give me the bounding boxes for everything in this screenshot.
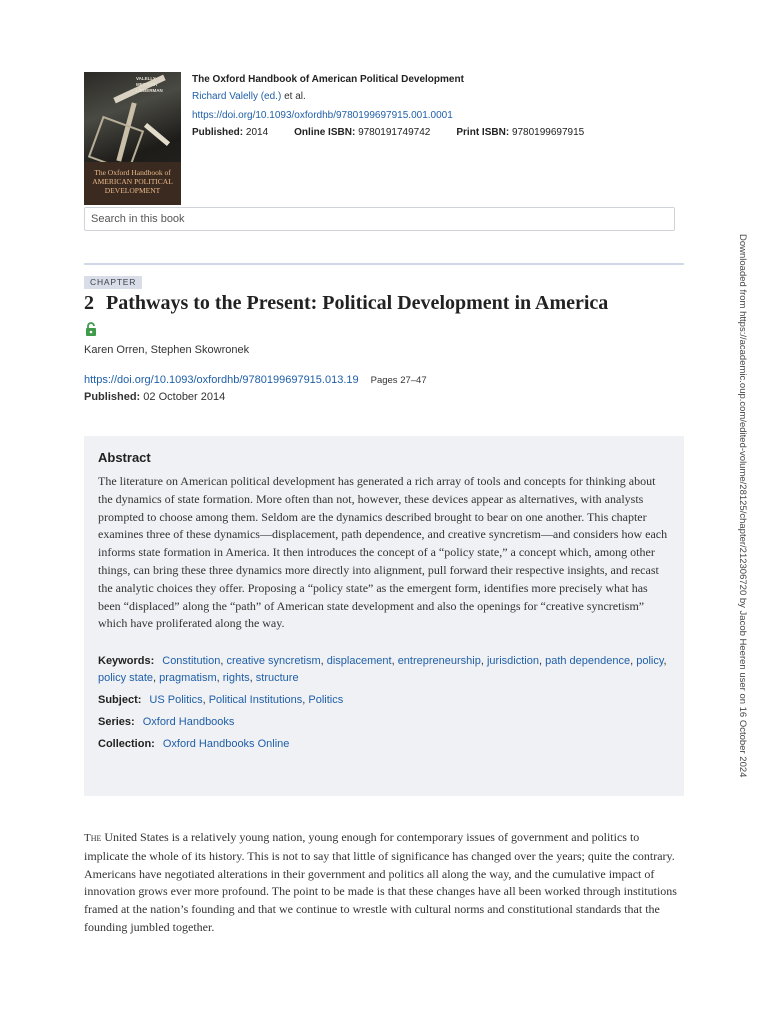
keyword-link[interactable]: creative syncretism — [226, 655, 321, 668]
subject-row — [98, 692, 670, 709]
chapter-number: 2 — [84, 292, 94, 314]
separator: , — [320, 655, 327, 668]
chapter-published-label: Published: — [84, 391, 141, 403]
book-doi-link[interactable]: https://doi.org/10.1093/oxfordhb/9780199697915.001.0001 — [192, 110, 453, 121]
chapter-pages: Pages 27–47 — [370, 375, 427, 386]
chapter-body-paragraph — [84, 829, 684, 937]
separator: , — [663, 655, 667, 668]
book-cover-image[interactable] — [84, 72, 181, 205]
subject-link[interactable]: US Politics — [149, 694, 203, 707]
keyword-link[interactable]: policy — [636, 655, 664, 668]
download-watermark — [736, 234, 750, 794]
keywords-row — [98, 653, 670, 687]
keyword-link[interactable]: jurisdiction — [486, 655, 539, 668]
separator: , — [249, 672, 256, 685]
collection-row — [98, 736, 670, 753]
series-row — [98, 714, 670, 731]
chapter-published — [84, 391, 225, 403]
chapter-doi-link[interactable]: https://doi.org/10.1093/oxfordhb/9780199697915.013.19 — [84, 374, 359, 386]
chapter-doi-row — [84, 374, 427, 386]
chapter-badge: CHAPTER — [84, 276, 142, 289]
separator: , — [216, 672, 223, 685]
subject-link[interactable]: Politics — [308, 694, 344, 707]
book-header — [84, 72, 684, 205]
cover-editors: VALELLY METTLER LIEBERMAN — [136, 76, 163, 93]
book-publication-row — [192, 127, 684, 138]
keywords-label: Keywords: — [98, 655, 155, 668]
keyword-link[interactable]: Constitution — [162, 655, 221, 668]
body-lead-word: The — [84, 832, 102, 844]
subject-label: Subject: — [98, 694, 142, 707]
subject-link[interactable]: Political Institutions — [208, 694, 303, 707]
chapter-title — [84, 292, 704, 315]
separator: , — [220, 655, 227, 668]
print-isbn: 9780199697915 — [511, 127, 585, 138]
book-editors — [192, 91, 684, 102]
keywords-list — [98, 655, 667, 684]
collection-list — [163, 738, 290, 750]
series-list — [143, 716, 235, 728]
series-link[interactable]: Oxford Handbooks — [142, 716, 235, 729]
published-label: Published: — [192, 127, 244, 138]
separator: , — [391, 655, 398, 668]
collection-link[interactable]: Oxford Handbooks Online — [162, 738, 290, 751]
search-in-book-input[interactable]: Search in this book — [84, 207, 675, 231]
open-access-lock-icon — [85, 322, 97, 336]
body-text: United States is a relatively young nation, young enough for contemporary issues of government and politics to implicate the whole of its history. This is not to say that little of significance has changed over the years; quite the contrary. Americans have negotiated alterations in their government and politics all along the way, and the cumulative impact of innovation grows ever more profound. The point to be made is that these changes have all been worked through institutions framed at the nation’s founding and that we continue to wrestle with cultural norms and constitutional standards that the founding jumbled together. — [84, 830, 677, 934]
online-isbn-label: Online ISBN: — [294, 127, 356, 138]
editor-link[interactable]: Richard Valelly (ed.) — [192, 91, 282, 102]
cover-title: The Oxford Handbook of AMERICAN POLITICAL DEVELOPMENT — [84, 162, 181, 205]
keyword-link[interactable]: displacement — [326, 655, 392, 668]
divider — [84, 263, 684, 265]
online-isbn: 9780191749742 — [358, 127, 431, 138]
editor-suffix: et al. — [284, 91, 306, 102]
chapter-authors: Karen Orren, Stephen Skowronek — [84, 344, 250, 356]
keyword-link[interactable]: rights — [222, 672, 250, 685]
keyword-link[interactable]: structure — [255, 672, 299, 685]
chapter-published-date: 02 October 2014 — [143, 391, 226, 403]
published-year: 2014 — [245, 127, 269, 138]
book-title[interactable]: The Oxford Handbook of American Political Development — [192, 74, 464, 85]
chapter-title-text: Pathways to the Present: Political Development in America — [106, 292, 609, 314]
separator: , — [480, 655, 487, 668]
abstract-text: The literature on American political development has generated a rich array of tools and concepts for thinking about the dynamics of state formation. More often than not, however, these devices appear as alternatives, with analysts prompted to choose among them. Seldom are the dynamics described brought to bear on one another. This chapter examines three of these dynamics—displacement, path dependence, and creative syncretism—and considers how each informs state formation in America. It then introduces the concept of a “policy state,” a concept which, among other things, can bring these three dynamics more directly into alignment, pull forward their respective insights, and recast the analytic choices they offer. Proposing a “policy state” as the emergent form, identifies more precisely what has been “displaced” along the “path” of American state development and also the openings for “creative syncretism” which have proliferated along the way. — [98, 474, 668, 631]
keyword-link[interactable]: pragmatism — [159, 672, 217, 685]
series-label: Series: — [98, 716, 135, 729]
subject-list — [149, 694, 343, 706]
keyword-link[interactable]: entrepreneurship — [397, 655, 481, 668]
print-isbn-label: Print ISBN: — [456, 127, 510, 138]
abstract-panel — [84, 436, 684, 796]
download-note-text: Downloaded from https://academic.oup.com/edited-volume/28125/chapter/212306720 by Jacob Heeren user on 16 October 2024 — [737, 234, 748, 778]
separator: , — [302, 694, 309, 707]
collection-label: Collection: — [98, 738, 155, 751]
separator: , — [202, 694, 209, 707]
book-metadata — [192, 72, 684, 138]
separator: , — [538, 655, 546, 668]
keyword-link[interactable]: policy state — [98, 672, 154, 685]
separator: , — [153, 672, 160, 685]
separator: , — [630, 655, 637, 668]
keyword-link[interactable]: path dependence — [545, 655, 631, 668]
abstract-heading: Abstract — [98, 450, 151, 465]
metadata-block — [98, 653, 670, 753]
